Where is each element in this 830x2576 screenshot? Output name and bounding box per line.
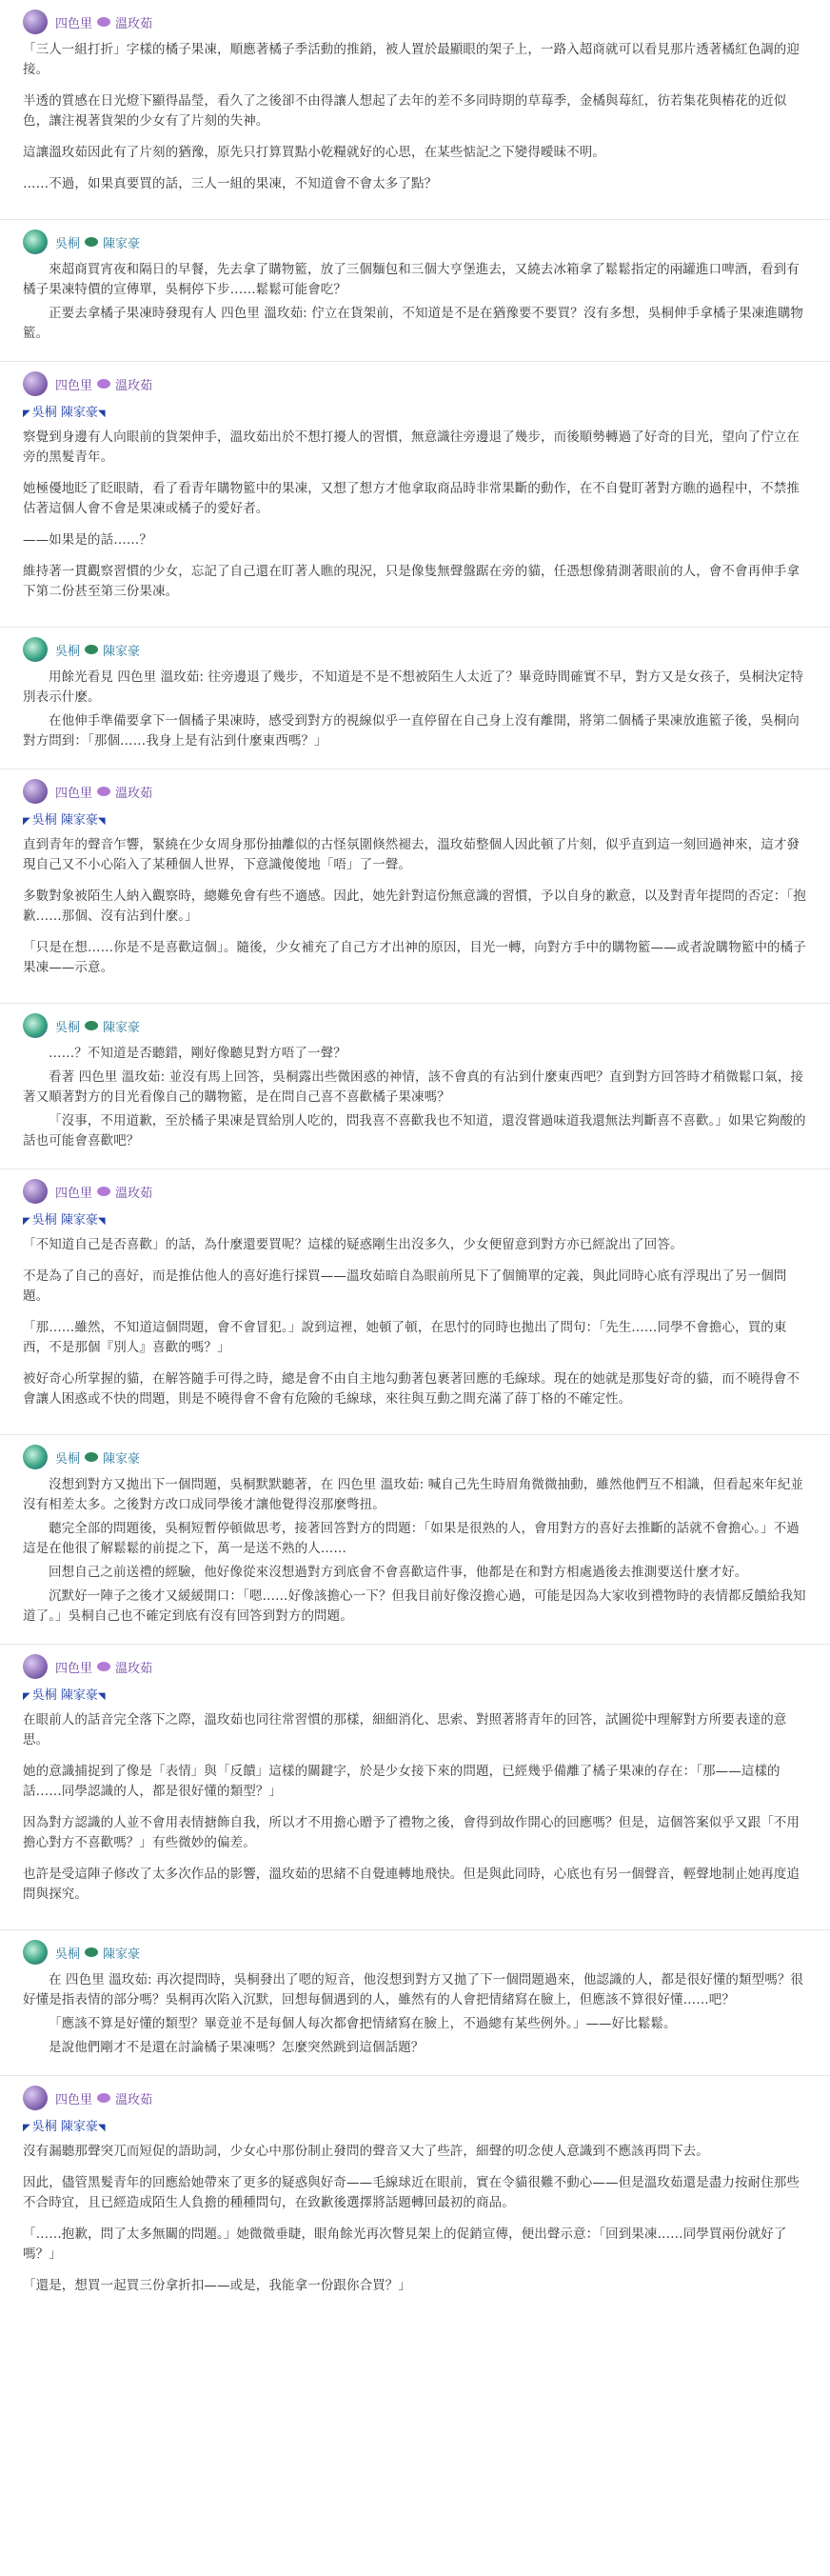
post-paragraph: 來超商買宵夜和隔日的早餐，先去拿了購物籃，放了三個麵包和三個大亨堡進去，又繞去冰箱拿了鬆鬆指定的兩罐進口啤酒，看到有橘子果凍特價的宣傳單，吳桐停下步……鬆鬆可能會吃？ <box>23 262 800 297</box>
post-paragraph: 維持著一貫觀察習慣的少女，忘記了自己還在盯著人瞧的現況，只是像隻無聲盤踞在旁的貓，任憑想像猜測著眼前的人，會不會再伸手拿下第二份甚至第三份果凍。 <box>23 564 800 599</box>
avatar[interactable] <box>23 371 48 396</box>
character-icon <box>97 379 110 389</box>
post-paragraph: 沒想到對方又拋出下一個問題，吳桐默默聽著，在 四色里 溫玫茹: 喊自己先生時眉角微微抽動，雖然他們互不相識，但看起來年紀並沒有相差太多。之後對方改口成同學後才讓他覺得沒那麼彆扭。 <box>23 1477 804 1512</box>
post <box>0 769 830 1003</box>
post-header <box>23 635 807 664</box>
author-name[interactable]: 吳桐 <box>55 1451 81 1467</box>
mention-tag[interactable] <box>23 1685 807 1703</box>
flag-icon: ◤ <box>23 409 30 419</box>
mention-tag[interactable] <box>23 2116 807 2134</box>
author-name[interactable]: 吳桐 <box>55 1020 81 1035</box>
post-paragraph: 回想自己之前送禮的經驗，他好像從來沒想過對方到底會不會喜歡這件事，他都是在和對方相處過後去推測要送什麼才好。 <box>49 1565 748 1580</box>
post-paragraph: 沉默好一陣子之後才又緩緩開口：「嗯……好像該擔心一下？但我目前好像沒擔心過，可能是因為大家收到禮物時的表情都反饋給我知道了。」吳桐自己也不確定到底有沒有回答到對方的問題。 <box>23 1588 806 1624</box>
post <box>0 1929 830 2075</box>
avatar[interactable] <box>23 1940 48 1965</box>
mention-text: 吳桐 陳家豪 <box>31 2120 98 2134</box>
mention-tag[interactable] <box>23 402 807 420</box>
post-paragraph: 她的意識捕捉到了像是「表情」與「反饋」這樣的關鍵字，於是少女接下來的問題，已經幾乎備離了橘子果凍的存在：「那——這樣的話……同學認識的人，都是很好懂的類型？」 <box>23 1764 781 1799</box>
post-paragraph: ……不過，如果真要買的話，三人一組的果凍，不知道會不會太多了點？ <box>23 176 438 191</box>
character-name[interactable]: 溫玫茹 <box>115 1661 153 1676</box>
post-paragraph: 在他伸手準備要拿下一個橘子果凍時，感受到對方的視線似乎一直停留在自己身上沒有離開，將第二個橘子果凍放進籃子後，吳桐向對方問到：「那個……我身上是有沾到什麼東西嗎？」 <box>23 713 800 749</box>
post-paragraph: 直到青年的聲音乍響，緊繞在少女周身那份抽離似的古怪氛圍倏然褪去，溫玫茹整個人因此頓了片刻，似乎直到這一刻回過神來，這才發現自己又不小心陷入了某種個人世界，下意識傻傻地「唔」了一聲。 <box>23 837 800 872</box>
character-icon <box>85 237 98 247</box>
post-paragraph: 「不知道自己是否喜歡」的話，為什麼還要買呢？這樣的疑惑剛生出沒多久，少女便留意到對方亦已經說出了回答。 <box>23 1237 683 1252</box>
post-header <box>23 369 807 398</box>
post-paragraph: 「只是在想……你是不是喜歡這個」。隨後，少女補充了自己方才出神的原因，目光一轉，向對方手中的購物籃——或者說購物籃中的橘子果凍——示意。 <box>23 940 806 975</box>
author-name[interactable]: 吳桐 <box>55 644 81 659</box>
avatar[interactable] <box>23 1654 48 1679</box>
flag-icon: ◥ <box>97 409 106 419</box>
character-name[interactable]: 溫玫茹 <box>115 16 153 31</box>
post-header <box>23 1652 807 1681</box>
flag-icon: ◥ <box>97 1691 106 1702</box>
flag-icon: ◥ <box>97 2123 106 2133</box>
post <box>0 2075 830 2321</box>
flag-icon: ◤ <box>23 1691 30 1702</box>
post-header <box>23 228 807 256</box>
avatar[interactable] <box>23 230 48 254</box>
avatar[interactable] <box>23 779 48 804</box>
avatar[interactable] <box>23 637 48 662</box>
character-name[interactable]: 陳家豪 <box>103 1947 141 1962</box>
post-paragraph: 在 四色里 溫玫茹: 再次提問時，吳桐發出了嗯的短音，他沒想到對方又拋了下一個問題過來，他認識的人，都是很好懂的類型嗎？很好懂是指表情的部分嗎？吳桐再次陷入沉默，回想每個遇到的人，雖然有的人會把情緒寫在臉上，但應該不算很好懂……吧？ <box>23 1972 804 2007</box>
post-paragraph: 「沒事，不用道歉，至於橘子果凍是買給別人吃的，問我喜不喜歡我也不知道，還沒嘗過味道我還無法判斷喜不喜歡。」如果它夠酸的話也可能會喜歡吧？ <box>23 1113 806 1148</box>
character-icon <box>85 1452 98 1462</box>
author-name[interactable]: 四色里 <box>55 378 93 393</box>
post-paragraph: 察覺到身邊有人向眼前的貨架伸手，溫玫茹出於不想打擾人的習慣，無意識往旁邊退了幾步，而後順勢轉過了好奇的目光，望向了佇立在旁的黑髮青年。 <box>23 429 800 465</box>
post-header <box>23 1177 807 1206</box>
mention-text: 吳桐 陳家豪 <box>31 813 98 828</box>
post-paragraph: 聽完全部的問題後，吳桐短暫停頓做思考，接著回答對方的問題：「如果是很熟的人，會用對方的喜好去推斷的話就不會擔心。」不過這是在他很了解鬆鬆的前提之下，萬一是送不熟的人…… <box>23 1521 800 1556</box>
post-paragraph: 因為對方認識的人並不會用表情搪飾自我，所以才不用擔心贈予了禮物之後，會得到故作開心的回應嗎？但是，這個答案似乎又跟「不用擔心對方不喜歡嗎？」有些微妙的偏差。 <box>23 1815 800 1850</box>
post-header <box>23 1938 807 1967</box>
mention-text: 吳桐 陳家豪 <box>31 406 98 420</box>
post-paragraph: ……？不知道是否聽錯，剛好像聽見對方唔了一聲？ <box>49 1046 346 1061</box>
post-header <box>23 8 807 36</box>
post-paragraph: 用餘光看見 四色里 溫玫茹: 往旁邊退了幾步，不知道是不是不想被陌生人太近了？畢竟時間確實不早，對方又是女孩子，吳桐決定特別表示什麼。 <box>23 669 804 705</box>
avatar[interactable] <box>23 2086 48 2110</box>
author-name[interactable]: 四色里 <box>55 1186 93 1201</box>
post <box>0 627 830 769</box>
character-name[interactable]: 陳家豪 <box>103 644 141 659</box>
mention-text: 吳桐 陳家豪 <box>31 1213 98 1228</box>
character-icon <box>97 17 110 27</box>
character-icon <box>97 1187 110 1196</box>
post-paragraph: 不是為了自己的喜好，而是推估他人的喜好進行採買——溫玫茹暗自為眼前所見下了個簡單的定義，與此同時心底有浮現出了另一個問題。 <box>23 1268 787 1304</box>
mention-tag[interactable] <box>23 1209 807 1228</box>
post-paragraph: 「應該不算是好懂的類型？畢竟並不是每個人每次都會把情緒寫在臉上，不過總有某些例外。」——好比鬆鬆。 <box>49 2016 677 2031</box>
post <box>0 1644 830 1929</box>
character-name[interactable]: 陳家豪 <box>103 1020 141 1035</box>
post <box>0 361 830 627</box>
mention-tag[interactable] <box>23 809 807 828</box>
post <box>0 0 830 219</box>
post <box>0 1003 830 1168</box>
post-paragraph: 這讓溫玫茹因此有了片刻的猶豫，原先只打算買點小乾糧就好的心思，在某些惦記之下變得曖昧不明。 <box>23 145 605 160</box>
flag-icon: ◤ <box>23 816 30 827</box>
post-header <box>23 1443 807 1471</box>
post-paragraph: 她極優地眨了眨眼睛，看了看青年購物籃中的果凍，又想了想方才他拿取商品時非常果斷的動作，在不自覺盯著對方瞧的過程中，不禁推估著這個人會不會是果凍或橘子的愛好者。 <box>23 481 800 516</box>
post-paragraph: 「還是，想買一起買三份拿折扣——或是，我能拿一份跟你合買？」 <box>23 2278 411 2293</box>
character-icon <box>97 787 110 796</box>
author-name[interactable]: 吳桐 <box>55 236 81 251</box>
post-paragraph: 多數對象被陌生人納入觀察時，總難免會有些不適感。因此，她先針對這份無意識的習慣，予以自身的歉意，以及對青年提問的否定：「抱歉……那個、沒有沾到什麼。」 <box>23 889 806 924</box>
mention-text: 吳桐 陳家豪 <box>31 1688 98 1703</box>
flag-icon: ◥ <box>97 1216 106 1227</box>
author-name[interactable]: 四色里 <box>55 16 93 31</box>
post-paragraph: 是說他們剛才不是還在討論橘子果凍嗎？怎麼突然跳到這個話題？ <box>49 2040 425 2055</box>
post-header <box>23 2084 807 2112</box>
post-paragraph: 「三人一組打折」字樣的橘子果凍，順應著橘子季活動的推銷，被人置於最顯眼的架子上，一路入超商就可以看見那片透著橘紅色調的迎接。 <box>23 42 800 77</box>
character-name[interactable]: 溫玫茹 <box>115 2092 153 2107</box>
post-header <box>23 777 807 806</box>
post-paragraph: 「……抱歉，問了太多無關的問題。」她微微垂睫，眼角餘光再次瞥見架上的促銷宣傳，便出聲示意：「回到果凍……同學買兩份就好了嗎？」 <box>23 2227 787 2262</box>
character-name[interactable]: 陳家豪 <box>103 1451 141 1467</box>
flag-icon: ◤ <box>23 1216 30 1227</box>
post-paragraph: 被好奇心所掌握的貓，在解答隨手可得之時，總是會不由自主地勾動著包裹著回應的毛線球。現在的她就是那隻好奇的貓，而不曉得會不會讓人困惑或不快的問題，則是不曉得會不會有危險的毛線球，來往與互動之間充滿了薛丁格的不確定性。 <box>23 1371 800 1407</box>
character-name[interactable]: 溫玫茹 <box>115 378 153 393</box>
post-paragraph: 沒有漏聽那聲突兀而短促的語助詞，少女心中那份制止發問的聲音又大了些許，細聲的叨念使人意識到不應該再問下去。 <box>23 2144 709 2159</box>
character-icon <box>97 1662 110 1671</box>
avatar[interactable] <box>23 1179 48 1204</box>
post-paragraph: 正要去拿橘子果凍時發現有人 四色里 溫玫茹: 佇立在貨架前，不知道是不是在猶豫要不要買？沒有多想，吳桐伸手拿橘子果凍進購物籃。 <box>23 306 804 341</box>
author-name[interactable]: 吳桐 <box>55 1947 81 1962</box>
author-name[interactable]: 四色里 <box>55 2092 93 2107</box>
post-paragraph: 半透的質感在日光燈下顯得晶瑩，看久了之後卻不由得讓人想起了去年的差不多同時期的草莓季，金橘與莓紅，彷若集花與樁花的近似色，讓注視著貨架的少女有了片刻的失神。 <box>23 93 787 129</box>
post-paragraph: 在眼前人的話音完全落下之際，溫玫茹也同往常習慣的那樣，細細消化、思索、對照著將青年的回答，試圖從中理解對方所要表達的意思。 <box>23 1712 787 1747</box>
post-paragraph: ——如果是的話……？ <box>23 532 152 548</box>
character-icon <box>85 1021 98 1030</box>
avatar[interactable] <box>23 10 48 34</box>
post <box>0 219 830 361</box>
avatar[interactable] <box>23 1445 48 1469</box>
post <box>0 1168 830 1434</box>
post-paragraph: 看著 四色里 溫玫茹: 並沒有馬上回答，吳桐露出些微困惑的神情，該不會真的有沾到什麼東西吧？直到對方回答時才稍微鬆口氣，接著又順著對方的目光看像自己的購物籃，是在問自己喜不喜歡橘子果凍嗎？ <box>23 1069 804 1105</box>
post-header <box>23 1011 807 1040</box>
post <box>0 1434 830 1644</box>
character-name[interactable]: 溫玫茹 <box>115 1186 153 1201</box>
post-paragraph: 因此，儘管黑髮青年的回應給她帶來了更多的疑惑與好奇——毛線球近在眼前，實在令貓很難不動心——但是溫玫茹還是盡力按耐住那些不合時宜，且已經造成陌生人負擔的種種問句，在致歉後選擇將話題轉回最初的商品。 <box>23 2175 800 2210</box>
author-name[interactable]: 四色里 <box>55 786 93 801</box>
avatar[interactable] <box>23 1013 48 1038</box>
character-icon <box>85 1947 98 1957</box>
flag-icon: ◤ <box>23 2123 30 2133</box>
flag-icon: ◥ <box>97 816 106 827</box>
post-paragraph: 「那……雖然，不知道這個問題，會不會冒犯。」說到這裡，她頓了頓，在思忖的同時也拋出了問句：「先生……同學不會擔心，買的東西，不是那個『別人』喜歡的嗎？」 <box>23 1320 787 1355</box>
character-name[interactable]: 陳家豪 <box>103 236 141 251</box>
character-icon <box>85 645 98 654</box>
character-icon <box>97 2093 110 2103</box>
author-name[interactable]: 四色里 <box>55 1661 93 1676</box>
character-name[interactable]: 溫玫茹 <box>115 786 153 801</box>
post-paragraph: 也許是受這陣子修改了太多次作品的影響，溫玫茹的思緒不自覺連轉地飛快。但是與此同時，心底也有另一個聲音，輕聲地制止她再度追問與探究。 <box>23 1867 800 1902</box>
